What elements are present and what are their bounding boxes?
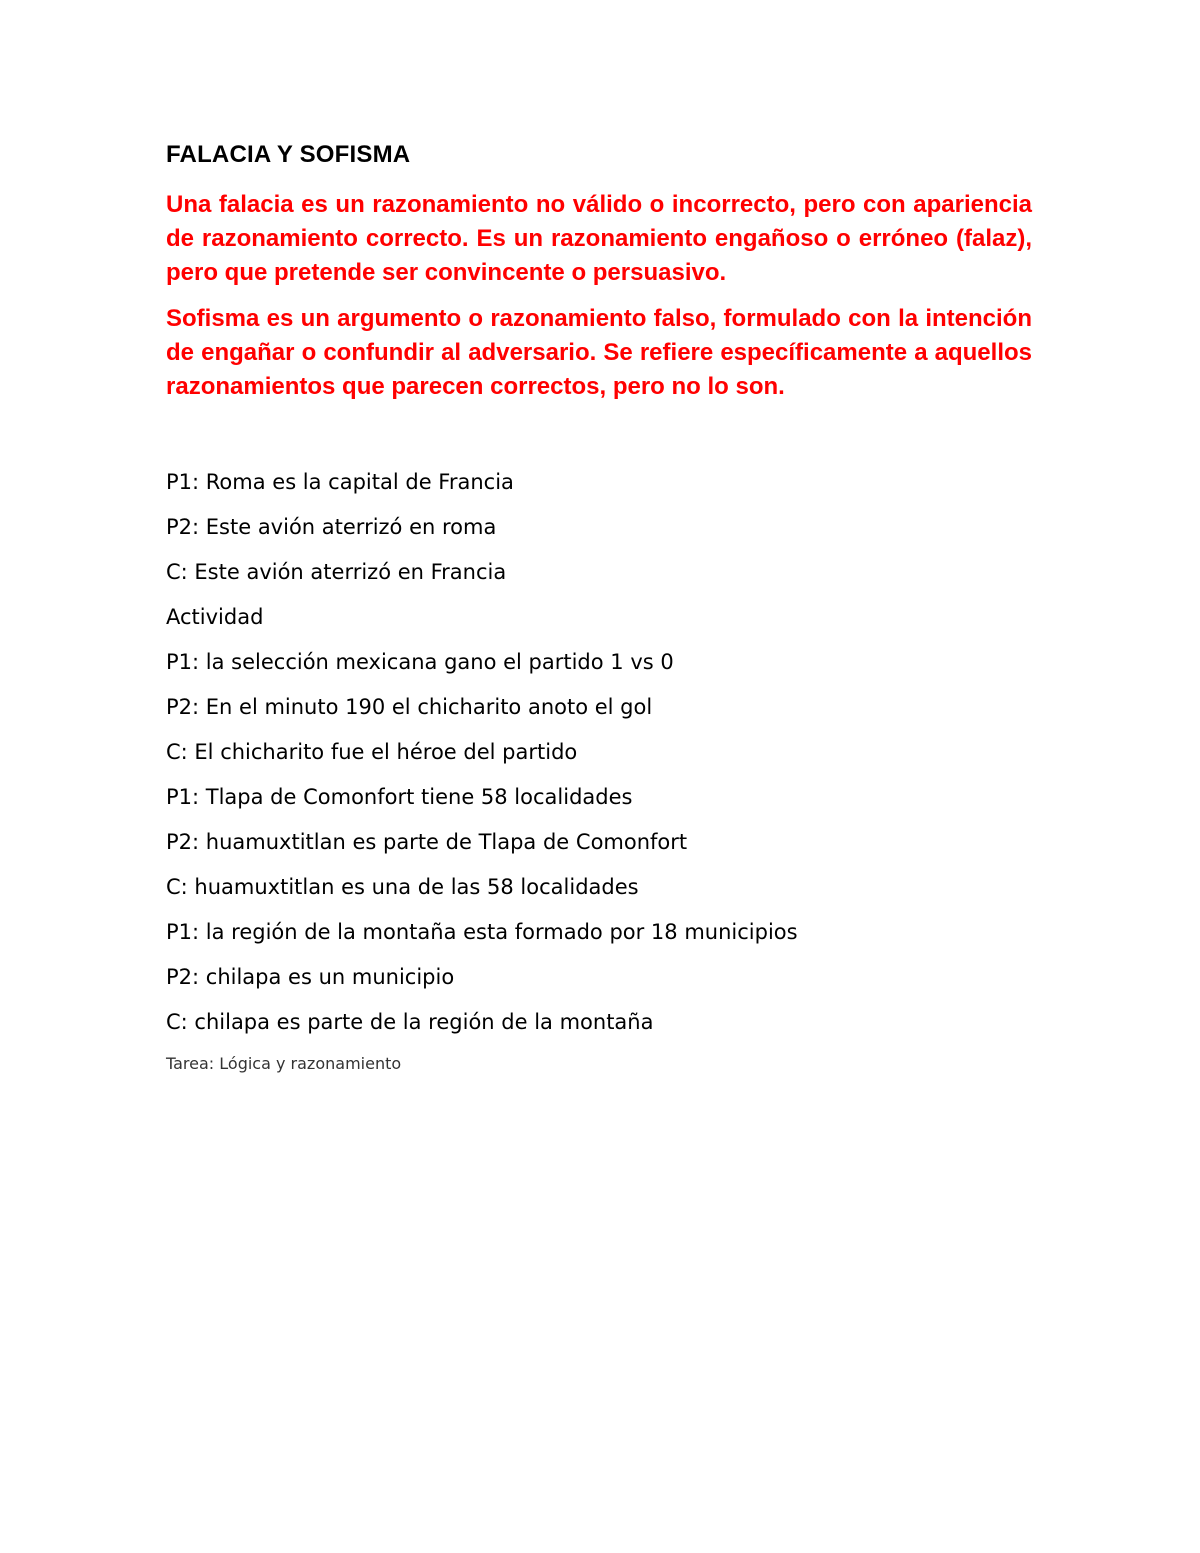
definition-falacia: Una falacia es un razonamiento no válido o incorrecto, pero con apariencia de razonamiento correcto. Es un razonamiento engañoso o erróneo (falaz), pero que pretende ser convincente o persuasivo.: [166, 191, 1032, 286]
activity-heading: Actividad: [166, 605, 264, 629]
section-spacer: [166, 416, 1032, 468]
example-conclusion: C: Este avión aterrizó en Francia: [166, 560, 507, 584]
activity-3-premise-1: P1: la región de la montaña esta formado por 18 municipios: [166, 920, 798, 944]
document-title: FALACIA Y SOFISMA: [166, 141, 411, 168]
activity-2-conclusion: C: huamuxtitlan es una de las 58 localidades: [166, 875, 639, 899]
activity-3-premise-2: P2: chilapa es un municipio: [166, 965, 455, 989]
example-premise-2: P2: Este avión aterrizó en roma: [166, 515, 497, 539]
activity-1-premise-2: P2: En el minuto 190 el chicharito anoto el gol: [166, 695, 653, 719]
document-page: [166, 138, 1032, 1075]
activity-1-premise-1: P1: la selección mexicana gano el partido 1 vs 0: [166, 650, 674, 674]
definition-sofisma: Sofisma es un argumento o razonamiento falso, formulado con la intención de engañar o confundir al adversario. Se refiere específicamente a aquellos razonamientos que parecen correctos, pero no lo son.: [166, 305, 1032, 400]
document-footer: Tarea: Lógica y razonamiento: [166, 1054, 402, 1073]
activity-1-conclusion: C: El chicharito fue el héroe del partido: [166, 740, 578, 764]
activity-2-premise-1: P1: Tlapa de Comonfort tiene 58 localidades: [166, 785, 633, 809]
example-premise-1: P1: Roma es la capital de Francia: [166, 470, 514, 494]
activity-2-premise-2: P2: huamuxtitlan es parte de Tlapa de Comonfort: [166, 830, 688, 854]
activity-3-conclusion: C: chilapa es parte de la región de la montaña: [166, 1010, 654, 1034]
